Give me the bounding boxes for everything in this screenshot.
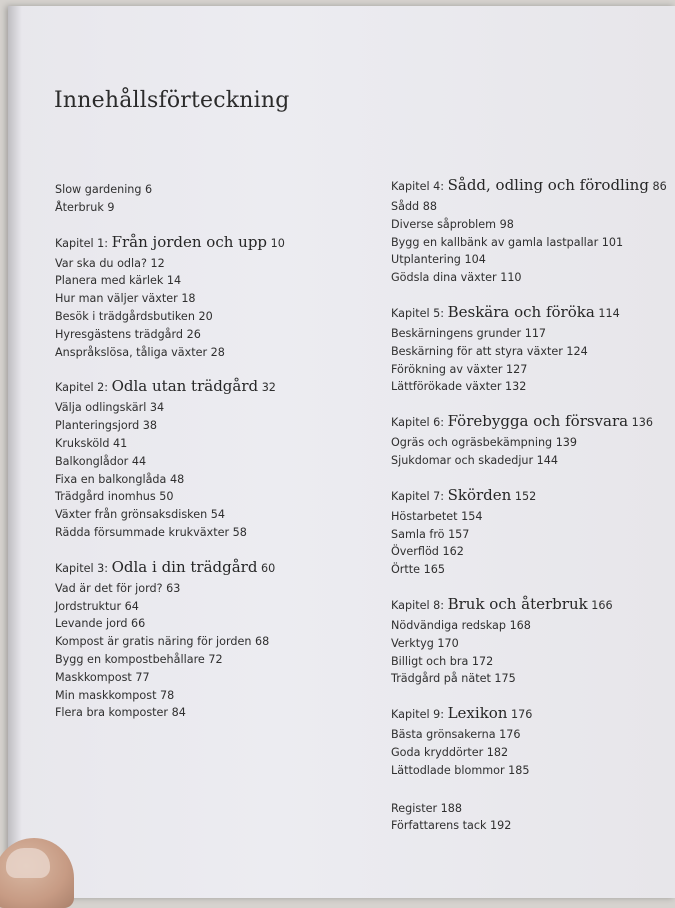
toc-entry: Jordstruktur 64: [55, 599, 139, 613]
chapter-heading: [55, 556, 355, 580]
toc-entry: Maskkompost 77: [55, 670, 150, 684]
toc-entry: Besök i trädgårdsbutiken 20: [55, 309, 213, 323]
chapter-name: Bruk och återbruk: [447, 594, 588, 613]
toc-entry: Utplantering 104: [391, 253, 486, 267]
chapter-heading: [391, 410, 675, 434]
toc-entry: Ogräs och ogräsbekämpning 139: [391, 436, 578, 450]
chapter-label: Kapitel 2:: [55, 381, 109, 395]
toc-entry: Välja odlingskärl 34: [55, 401, 165, 415]
chapter-page: 86: [652, 180, 667, 193]
toc-entry: Lättodlade blommor 185: [391, 763, 530, 777]
chapter-heading: [391, 484, 675, 508]
chapter-label: Kapitel 9:: [391, 708, 445, 722]
toc-entry: Planera med kärlek 14: [55, 274, 182, 288]
thumbnail-highlight: [6, 848, 50, 878]
chapter-heading: [391, 593, 675, 617]
toc-entry: Var ska du odla? 12: [55, 256, 165, 270]
spine-shadow: [8, 6, 22, 898]
chapter-name: Sådd, odling och förodling: [447, 176, 649, 194]
chapter-label: Kapitel 4:: [391, 180, 445, 193]
toc-entry: Verktyg 170: [391, 636, 459, 650]
toc-entry: Rädda försummade krukväxter 58: [55, 525, 247, 539]
chapter-page: 136: [631, 416, 654, 430]
chapter-page: 60: [261, 561, 276, 575]
toc-entry: Återbruk 9: [55, 200, 115, 214]
toc-entry: Författarens tack 192: [391, 819, 512, 833]
toc-entry: Flera bra komposter 84: [55, 706, 186, 720]
toc-entry: Växter från grönsaksdisken 54: [55, 508, 225, 522]
chapter-page: 114: [598, 306, 620, 320]
toc-right-column: [391, 174, 675, 835]
toc-entry: Bygg en kallbänk av gamla lastpallar 101: [391, 235, 624, 249]
toc-entry: Diverse såproblem 98: [391, 217, 514, 231]
chapter-heading: [391, 702, 675, 726]
toc-entry: Bästa grönsakerna 176: [391, 728, 521, 742]
page-title: Innehållsförteckning: [54, 88, 290, 113]
toc-entry: Trädgård på nätet 175: [391, 672, 516, 686]
toc-entry: Balkonglådor 44: [55, 454, 147, 468]
toc-entry: Lättförökade växter 132: [391, 380, 527, 394]
chapter-page: 166: [591, 598, 613, 612]
toc-entry: Höstarbetet 154: [391, 509, 483, 523]
toc-entry: Fixa en balkonglåda 48: [55, 472, 185, 486]
toc-entry: Planteringsjord 38: [55, 419, 158, 433]
chapter-label: Kapitel 3:: [55, 561, 109, 575]
chapter-heading: [55, 231, 355, 255]
chapter-label: Kapitel 7:: [391, 489, 445, 503]
toc-entry: Gödsla dina växter 110: [391, 271, 522, 285]
toc-left-column: [55, 181, 355, 722]
toc-entry: Örtte 165: [391, 563, 445, 577]
toc-entry: Slow gardening 6: [55, 183, 153, 196]
chapter-heading: [391, 174, 675, 198]
book-page: [8, 6, 675, 898]
toc-entry: Kompost är gratis näring för jorden 68: [55, 635, 270, 649]
toc-entry: Nödvändiga redskap 168: [391, 618, 531, 632]
toc-entry: Min maskkompost 78: [55, 688, 175, 702]
chapter-name: Odla utan trädgård: [111, 377, 259, 396]
toc-entry: Billigt och bra 172: [391, 654, 494, 668]
chapter-label: Kapitel 8:: [391, 598, 445, 612]
chapter-label: Kapitel 6:: [391, 416, 445, 430]
toc-entry: Bygg en kompostbehållare 72: [55, 652, 223, 666]
toc-entry: Goda kryddörter 182: [391, 745, 509, 759]
toc-entry: Kruksköld 41: [55, 436, 128, 450]
toc-entry: Sådd 88: [391, 200, 437, 213]
toc-entry: Hur man väljer växter 18: [55, 292, 196, 306]
toc-entry: Beskärning för att styra växter 124: [391, 344, 588, 358]
toc-entry: Anspråkslösa, tåliga växter 28: [55, 345, 225, 359]
toc-entry: Hyresgästens trädgård 26: [55, 327, 201, 341]
chapter-heading: [391, 301, 675, 325]
chapter-page: 32: [261, 381, 276, 395]
chapter-page: 152: [514, 489, 537, 503]
toc-entry: Register 188: [391, 801, 462, 815]
chapter-name: Förebygga och försvara: [447, 412, 629, 431]
chapter-label: Kapitel 5:: [391, 306, 445, 320]
chapter-name: Från jorden och upp: [111, 232, 268, 251]
toc-entry: Samla frö 157: [391, 527, 470, 541]
toc-entry: Överflöd 162: [391, 545, 464, 559]
chapter-name: Beskära och föröka: [447, 302, 595, 321]
chapter-label: Kapitel 1:: [55, 236, 109, 250]
toc-entry: Levande jord 66: [55, 617, 146, 631]
chapter-name: Odla i din trädgård: [111, 557, 258, 576]
toc-entry: Sjukdomar och skadedjur 144: [391, 453, 559, 467]
toc-entry: Förökning av växter 127: [391, 362, 528, 376]
toc-entry: Vad är det för jord? 63: [55, 581, 181, 595]
chapter-heading: [55, 375, 355, 399]
toc-entry: Trädgård inomhus 50: [55, 490, 174, 504]
chapter-page: 10: [270, 236, 285, 250]
chapter-page: 176: [511, 708, 533, 722]
chapter-name: Lexikon: [447, 704, 508, 723]
toc-entry: Beskärningens grunder 117: [391, 326, 547, 340]
chapter-name: Skörden: [447, 485, 512, 504]
